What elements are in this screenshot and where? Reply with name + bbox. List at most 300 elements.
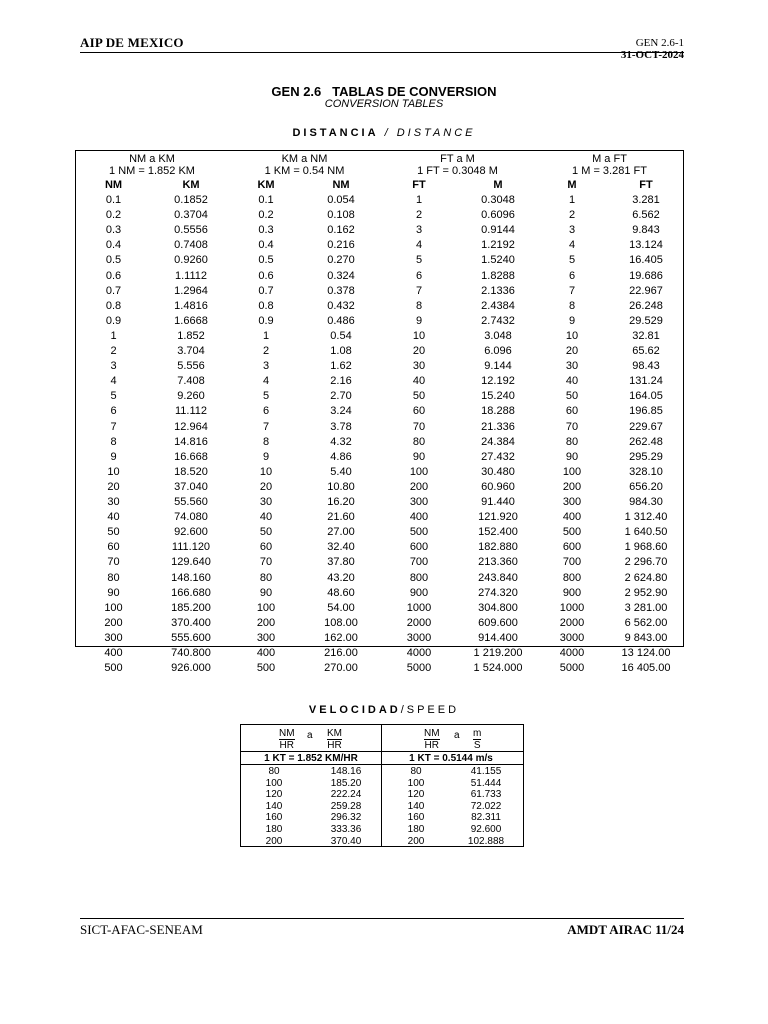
distance-cell: 10.80 bbox=[327, 480, 355, 493]
distance-cell: 1.8288 bbox=[481, 269, 515, 282]
speed-cell: 80 bbox=[410, 766, 422, 777]
distance-cell: 10 bbox=[259, 465, 273, 478]
distance-column-header: M bbox=[567, 179, 577, 191]
distance-cell: 5000 bbox=[559, 662, 585, 675]
distance-cell: 4.86 bbox=[330, 450, 352, 463]
distance-column-header: KM bbox=[182, 179, 200, 191]
distance-cell: 5 bbox=[262, 390, 270, 403]
distance-cell: 1 640.50 bbox=[624, 526, 668, 539]
distance-cell: 0.54 bbox=[330, 329, 352, 342]
speed-cell: 259.28 bbox=[330, 800, 362, 812]
distance-cell: 90 bbox=[107, 586, 120, 599]
distance-cell: 0.4 bbox=[258, 239, 274, 252]
distance-cell: 3000 bbox=[559, 631, 585, 644]
distance-cell: 6 bbox=[568, 269, 576, 282]
speed-cell: 222.24 bbox=[330, 789, 362, 801]
distance-cell: 54.00 bbox=[327, 601, 355, 614]
speed-title-en: /SPEED bbox=[400, 704, 460, 716]
distance-cell: 1.4816 bbox=[174, 299, 208, 312]
distance-cell: 1 219.200 bbox=[473, 647, 523, 659]
distance-cell: 1000 bbox=[406, 601, 432, 614]
distance-cell: 0.216 bbox=[327, 239, 355, 252]
distance-cell: 21.336 bbox=[481, 420, 515, 433]
distance-cell: 10 bbox=[565, 329, 579, 342]
distance-cell: 1.5240 bbox=[481, 254, 515, 267]
distance-column-header: NM bbox=[104, 179, 123, 191]
distance-cell: 3.704 bbox=[177, 345, 205, 357]
distance-cell: 100 bbox=[104, 601, 123, 614]
distance-cell: 3.24 bbox=[330, 405, 352, 418]
distance-cell: 37.040 bbox=[174, 480, 208, 493]
distance-cell: 3000 bbox=[406, 631, 432, 644]
distance-cell: 274.320 bbox=[478, 586, 518, 599]
distance-cell: 108.00 bbox=[324, 616, 358, 629]
distance-cell: 0.3048 bbox=[481, 194, 515, 206]
distance-cell: 4000 bbox=[559, 647, 585, 659]
distance-cell: 9 bbox=[415, 314, 423, 327]
distance-group-factor: 1 NM = 1.852 KM bbox=[109, 165, 195, 177]
distance-cell: 0.1 bbox=[105, 194, 122, 206]
distance-column-header: KM bbox=[257, 179, 275, 191]
distance-cell: 700 bbox=[409, 556, 429, 569]
distance-cell: 6 bbox=[415, 269, 423, 282]
page-title: GEN 2.6 TABLAS DE CONVERSION bbox=[271, 84, 497, 99]
distance-cell: 200 bbox=[104, 616, 123, 629]
distance-cell: 0.7408 bbox=[174, 239, 208, 252]
distance-cell: 5.556 bbox=[177, 360, 205, 373]
distance-cell: 1.62 bbox=[330, 360, 352, 373]
distance-cell: 27.432 bbox=[481, 450, 515, 463]
footer-left: SICT-AFAC-SENEAM bbox=[80, 922, 203, 937]
speed-cell: 200 bbox=[407, 835, 425, 847]
distance-cell: 2.1336 bbox=[481, 284, 515, 297]
distance-cell: 98.43 bbox=[632, 360, 660, 373]
page-code: GEN 2.6-1 bbox=[635, 37, 684, 49]
distance-cell: 152.400 bbox=[478, 526, 518, 539]
distance-cell: 2 bbox=[110, 345, 117, 357]
distance-cell: 300 bbox=[562, 496, 582, 508]
distance-cell: 200 bbox=[562, 480, 582, 493]
distance-cell: 50 bbox=[565, 390, 579, 403]
distance-cell: 50 bbox=[107, 526, 120, 539]
distance-cell: 11.112 bbox=[174, 405, 207, 418]
distance-cell: 164.05 bbox=[629, 390, 663, 403]
distance-cell: 100 bbox=[409, 465, 429, 478]
speed-cell: 100 bbox=[265, 777, 283, 789]
speed-cell: 160 bbox=[265, 812, 283, 824]
distance-cell: 800 bbox=[562, 571, 582, 584]
distance-cell: 2 296.70 bbox=[624, 556, 668, 569]
distance-cell: 30 bbox=[107, 496, 120, 508]
distance-cell: 0.432 bbox=[327, 299, 355, 312]
distance-cell: 0.054 bbox=[327, 194, 355, 206]
distance-cell: 16.20 bbox=[327, 496, 355, 508]
distance-cell: 900 bbox=[562, 586, 582, 599]
distance-cell: 19.686 bbox=[629, 269, 663, 282]
distance-cell: 4 bbox=[568, 239, 576, 252]
distance-cell: 0.2 bbox=[258, 209, 274, 222]
distance-cell: 90 bbox=[259, 586, 273, 599]
speed-cell: 333.36 bbox=[330, 824, 362, 835]
speed-cell: 185.20 bbox=[330, 777, 362, 789]
speed-left-unit-a bbox=[279, 728, 295, 751]
distance-cell: 60 bbox=[107, 541, 120, 554]
distance-cell: 43.20 bbox=[327, 571, 355, 584]
speed-left-a: a bbox=[307, 730, 313, 741]
distance-cell: 7 bbox=[110, 420, 117, 433]
distance-cell: 5000 bbox=[406, 662, 432, 675]
distance-cell: 15.240 bbox=[481, 390, 515, 403]
distance-cell: 22.967 bbox=[629, 284, 663, 297]
distance-cell: 1 bbox=[262, 329, 270, 342]
speed-cell: 370.40 bbox=[330, 835, 362, 847]
distance-cell: 9 bbox=[110, 450, 117, 463]
distance-cell: 111.120 bbox=[171, 541, 211, 554]
distance-cell: 0.3 bbox=[105, 224, 122, 237]
distance-cell: 213.360 bbox=[478, 556, 518, 569]
distance-cell: 370.400 bbox=[171, 616, 211, 629]
speed-table bbox=[240, 724, 524, 847]
distance-cell: 74.080 bbox=[174, 511, 208, 524]
distance-cell: 0.9 bbox=[258, 314, 274, 327]
distance-cell: 182.880 bbox=[478, 541, 518, 554]
distance-cell: 196.85 bbox=[629, 405, 663, 418]
distance-cell: 2 952.90 bbox=[624, 586, 668, 599]
speed-cell: 148.16 bbox=[330, 766, 362, 777]
distance-title-en: / DISTANCE bbox=[378, 127, 476, 139]
speed-cell: 92.600 bbox=[470, 824, 502, 835]
distance-cell: 500 bbox=[562, 526, 582, 539]
distance-cell: 80 bbox=[259, 571, 273, 584]
distance-cell: 0.9 bbox=[105, 314, 122, 327]
distance-cell: 0.7 bbox=[105, 284, 122, 297]
distance-cell: 9 bbox=[262, 450, 270, 463]
speed-cell: 51.444 bbox=[470, 777, 502, 789]
speed-cell: 140 bbox=[265, 800, 283, 812]
speed-right-unit-b bbox=[473, 728, 481, 751]
distance-cell: 2.7432 bbox=[481, 314, 515, 327]
distance-cell: 200 bbox=[409, 480, 429, 493]
distance-cell: 0.5 bbox=[258, 254, 274, 267]
distance-cell: 185.200 bbox=[171, 601, 211, 614]
header-title: AIP DE MEXICO bbox=[80, 35, 184, 50]
distance-cell: 8 bbox=[262, 435, 270, 448]
distance-cell: 70 bbox=[412, 420, 426, 433]
distance-cell: 500 bbox=[409, 526, 429, 539]
distance-cell: 609.600 bbox=[478, 616, 518, 629]
distance-cell: 0.108 bbox=[327, 209, 355, 222]
distance-cell: 0.162 bbox=[327, 224, 355, 237]
distance-cell: 6 562.00 bbox=[624, 616, 668, 629]
distance-cell: 9.144 bbox=[484, 360, 512, 373]
distance-cell: 0.270 bbox=[327, 254, 355, 267]
distance-cell: 3 bbox=[110, 360, 117, 373]
distance-cell: 3.78 bbox=[330, 420, 352, 433]
distance-cell: 0.8 bbox=[105, 299, 122, 312]
distance-cell: 6 bbox=[110, 405, 117, 418]
distance-cell: 3.281 bbox=[632, 194, 660, 206]
distance-cell: 32.81 bbox=[632, 329, 660, 342]
distance-cell: 50 bbox=[259, 526, 273, 539]
distance-cell: 70 bbox=[107, 556, 120, 569]
speed-divider bbox=[381, 725, 382, 846]
distance-group-factor: 1 KM = 0.54 NM bbox=[264, 165, 345, 177]
distance-cell: 0.8 bbox=[258, 299, 274, 312]
distance-cell: 4000 bbox=[406, 647, 432, 659]
distance-cell: 40 bbox=[107, 511, 120, 524]
distance-cell: 91.440 bbox=[481, 496, 515, 508]
distance-cell: 984.30 bbox=[629, 496, 663, 508]
header-page-info bbox=[621, 37, 684, 61]
header-rule bbox=[80, 52, 684, 53]
distance-cell: 0.1852 bbox=[174, 194, 208, 206]
footer-rule bbox=[80, 918, 684, 919]
distance-cell: 131.24 bbox=[629, 375, 663, 388]
distance-column-header: FT bbox=[412, 179, 426, 191]
distance-cell: 243.840 bbox=[478, 571, 518, 584]
distance-cell: 92.600 bbox=[174, 526, 208, 539]
distance-cell: 121.920 bbox=[478, 511, 518, 524]
distance-cell: 656.20 bbox=[629, 480, 663, 493]
distance-cell: 3 281.00 bbox=[624, 601, 668, 614]
distance-cell: 3 bbox=[568, 224, 576, 237]
distance-cell: 7 bbox=[262, 420, 270, 433]
speed-left-den-b: HR bbox=[327, 740, 342, 751]
distance-cell: 9 843.00 bbox=[624, 631, 668, 644]
distance-cell: 30 bbox=[259, 496, 273, 508]
distance-cell: 9.843 bbox=[632, 224, 660, 237]
distance-cell: 65.62 bbox=[632, 345, 660, 357]
distance-cell: 60.960 bbox=[481, 480, 515, 493]
speed-left-unit-b bbox=[327, 728, 342, 751]
speed-cell: 61.733 bbox=[470, 789, 502, 801]
distance-cell: 129.640 bbox=[171, 556, 211, 569]
distance-cell: 18.520 bbox=[174, 465, 208, 478]
speed-cell: 72.022 bbox=[470, 800, 502, 812]
speed-left-factor: 1 KT = 1.852 KM/HR bbox=[264, 753, 358, 764]
distance-cell: 0.2 bbox=[105, 209, 122, 222]
distance-cell: 100 bbox=[562, 465, 582, 478]
distance-cell: 300 bbox=[256, 631, 276, 644]
distance-cell: 740.800 bbox=[171, 647, 211, 659]
distance-cell: 37.80 bbox=[327, 556, 355, 569]
speed-cell: 180 bbox=[407, 824, 425, 835]
speed-cell: 120 bbox=[407, 789, 425, 801]
distance-cell: 80 bbox=[565, 435, 579, 448]
speed-right-den-b: S bbox=[473, 740, 481, 751]
distance-cell: 1 bbox=[415, 194, 423, 206]
distance-cell: 3 bbox=[415, 224, 423, 237]
distance-cell: 8 bbox=[568, 299, 576, 312]
distance-cell: 12.964 bbox=[174, 420, 208, 433]
distance-section-title bbox=[0, 127, 768, 139]
distance-cell: 400 bbox=[562, 511, 582, 524]
distance-cell: 555.600 bbox=[171, 631, 211, 644]
distance-cell: 0.9260 bbox=[174, 254, 208, 267]
distance-cell: 13.124 bbox=[629, 239, 663, 252]
distance-cell: 1 524.000 bbox=[473, 662, 523, 675]
distance-cell: 1 bbox=[110, 329, 117, 342]
distance-column-header: FT bbox=[639, 179, 653, 191]
distance-cell: 27.00 bbox=[327, 526, 355, 539]
distance-cell: 1 312.40 bbox=[624, 511, 668, 524]
distance-cell: 80 bbox=[107, 571, 120, 584]
distance-cell: 400 bbox=[104, 647, 123, 659]
distance-cell: 500 bbox=[256, 662, 276, 675]
distance-cell: 18.288 bbox=[481, 405, 515, 418]
distance-cell: 600 bbox=[409, 541, 429, 554]
distance-cell: 4 bbox=[262, 375, 270, 388]
distance-cell: 2.4384 bbox=[481, 299, 515, 312]
distance-cell: 1.852 bbox=[177, 329, 205, 342]
distance-cell: 1 968.60 bbox=[624, 541, 668, 554]
distance-cell: 400 bbox=[256, 647, 276, 659]
distance-cell: 2 bbox=[262, 345, 270, 357]
distance-cell: 40 bbox=[412, 375, 426, 388]
distance-cell: 0.7 bbox=[258, 284, 274, 297]
distance-cell: 0.5 bbox=[105, 254, 122, 267]
distance-cell: 400 bbox=[409, 511, 429, 524]
distance-column-header: M bbox=[493, 179, 503, 191]
distance-cell: 5 bbox=[568, 254, 576, 267]
distance-cell: 0.6 bbox=[105, 269, 122, 282]
distance-cell: 12.192 bbox=[481, 375, 515, 388]
distance-group-factor: 1 M = 3.281 FT bbox=[572, 165, 647, 177]
distance-cell: 0.3 bbox=[258, 224, 274, 237]
distance-cell: 1.2964 bbox=[174, 284, 208, 297]
distance-cell: 900 bbox=[409, 586, 429, 599]
distance-cell: 0.6096 bbox=[481, 209, 515, 222]
distance-cell: 200 bbox=[256, 616, 276, 629]
distance-cell: 0.486 bbox=[327, 314, 355, 327]
distance-group-title: FT a M bbox=[440, 153, 475, 165]
distance-cell: 2.70 bbox=[330, 390, 352, 403]
distance-cell: 40 bbox=[259, 511, 273, 524]
distance-cell: 0.3704 bbox=[174, 209, 208, 222]
page-date: 31-OCT-2024 bbox=[620, 49, 684, 61]
distance-cell: 70 bbox=[259, 556, 273, 569]
distance-cell: 90 bbox=[565, 450, 579, 463]
distance-cell: 9.260 bbox=[177, 390, 205, 403]
speed-right-num-b: m bbox=[473, 728, 482, 739]
distance-cell: 4 bbox=[110, 375, 117, 388]
distance-cell: 0.1 bbox=[258, 194, 274, 206]
distance-cell: 7.408 bbox=[177, 375, 205, 388]
distance-cell: 500 bbox=[104, 662, 123, 675]
distance-cell: 0.6 bbox=[258, 269, 274, 282]
distance-cell: 8 bbox=[110, 435, 117, 448]
distance-cell: 1.1112 bbox=[174, 269, 207, 282]
distance-cell: 16.405 bbox=[629, 254, 663, 267]
distance-cell: 7 bbox=[568, 284, 576, 297]
speed-cell: 82.311 bbox=[471, 812, 501, 824]
distance-cell: 9 bbox=[568, 314, 576, 327]
distance-cell: 16.668 bbox=[174, 450, 208, 463]
distance-cell: 30 bbox=[412, 360, 426, 373]
distance-group-title: M a FT bbox=[592, 153, 627, 165]
distance-cell: 600 bbox=[562, 541, 582, 554]
distance-cell: 70 bbox=[565, 420, 579, 433]
distance-cell: 100 bbox=[256, 601, 276, 614]
distance-cell: 8 bbox=[415, 299, 423, 312]
distance-cell: 0.5556 bbox=[174, 224, 208, 237]
speed-section-title bbox=[0, 704, 768, 716]
speed-right-unit-a bbox=[424, 728, 440, 751]
distance-cell: 6.562 bbox=[632, 209, 660, 222]
distance-cell: 262.48 bbox=[629, 435, 663, 448]
speed-title-es: VELOCIDAD bbox=[308, 704, 401, 716]
distance-cell: 30 bbox=[565, 360, 579, 373]
distance-cell: 90 bbox=[412, 450, 426, 463]
speed-cell: 140 bbox=[407, 800, 425, 812]
distance-cell: 30.480 bbox=[481, 465, 515, 478]
distance-cell: 0.9144 bbox=[481, 224, 515, 237]
distance-group-title: KM a NM bbox=[281, 153, 328, 165]
speed-right-a: a bbox=[454, 730, 460, 741]
distance-cell: 2000 bbox=[559, 616, 585, 629]
speed-cell: 160 bbox=[407, 812, 425, 824]
speed-cell: 200 bbox=[265, 835, 283, 847]
distance-cell: 48.60 bbox=[327, 586, 355, 599]
speed-left-den-a: HR bbox=[279, 740, 294, 751]
page-subtitle: CONVERSION TABLES bbox=[324, 98, 444, 110]
distance-cell: 60 bbox=[565, 405, 579, 418]
distance-cell: 60 bbox=[259, 541, 273, 554]
distance-cell: 300 bbox=[409, 496, 429, 508]
distance-cell: 4.32 bbox=[330, 435, 352, 448]
distance-cell: 10 bbox=[107, 465, 120, 478]
speed-header-rule bbox=[241, 751, 523, 752]
distance-cell: 2 bbox=[568, 209, 576, 222]
speed-right-den-a: HR bbox=[424, 740, 439, 751]
distance-cell: 16 405.00 bbox=[621, 662, 671, 675]
distance-cell: 26.248 bbox=[629, 299, 663, 312]
distance-cell: 32.40 bbox=[327, 541, 355, 554]
distance-cell: 24.384 bbox=[481, 435, 515, 448]
distance-cell: 229.67 bbox=[629, 420, 663, 433]
distance-cell: 40 bbox=[565, 375, 579, 388]
distance-table bbox=[75, 150, 684, 675]
speed-right-factor: 1 KT = 0.5144 m/s bbox=[409, 753, 493, 764]
distance-cell: 2 bbox=[415, 209, 423, 222]
speed-cell: 41.155 bbox=[470, 766, 502, 777]
distance-cell: 5 bbox=[415, 254, 423, 267]
distance-cell: 7 bbox=[415, 284, 423, 297]
distance-cell: 2.16 bbox=[330, 375, 352, 388]
distance-cell: 2000 bbox=[406, 616, 432, 629]
distance-cell: 3 bbox=[262, 360, 270, 373]
speed-right-num-a: NM bbox=[424, 728, 440, 739]
distance-cell: 6 bbox=[262, 405, 270, 418]
distance-cell: 50 bbox=[412, 390, 426, 403]
distance-cell: 60 bbox=[412, 405, 426, 418]
speed-cell: 80 bbox=[268, 766, 280, 777]
distance-cell: 1.6668 bbox=[174, 314, 208, 327]
distance-cell: 216.00 bbox=[324, 647, 358, 659]
distance-cell: 166.680 bbox=[171, 586, 211, 599]
speed-cell: 102.888 bbox=[467, 835, 505, 847]
distance-column-header: NM bbox=[332, 179, 350, 191]
footer-right: AMDT AIRAC 11/24 bbox=[567, 922, 684, 937]
distance-group-factor: 1 FT = 0.3048 M bbox=[417, 165, 498, 177]
distance-title-es: DISTANCIA bbox=[292, 127, 379, 139]
distance-cell: 162.00 bbox=[324, 631, 358, 644]
distance-cell: 1 bbox=[568, 194, 576, 206]
distance-cell: 5 bbox=[110, 390, 117, 403]
distance-cell: 5.40 bbox=[330, 465, 352, 478]
distance-cell: 3.048 bbox=[484, 329, 512, 342]
distance-cell: 0.324 bbox=[327, 269, 355, 282]
